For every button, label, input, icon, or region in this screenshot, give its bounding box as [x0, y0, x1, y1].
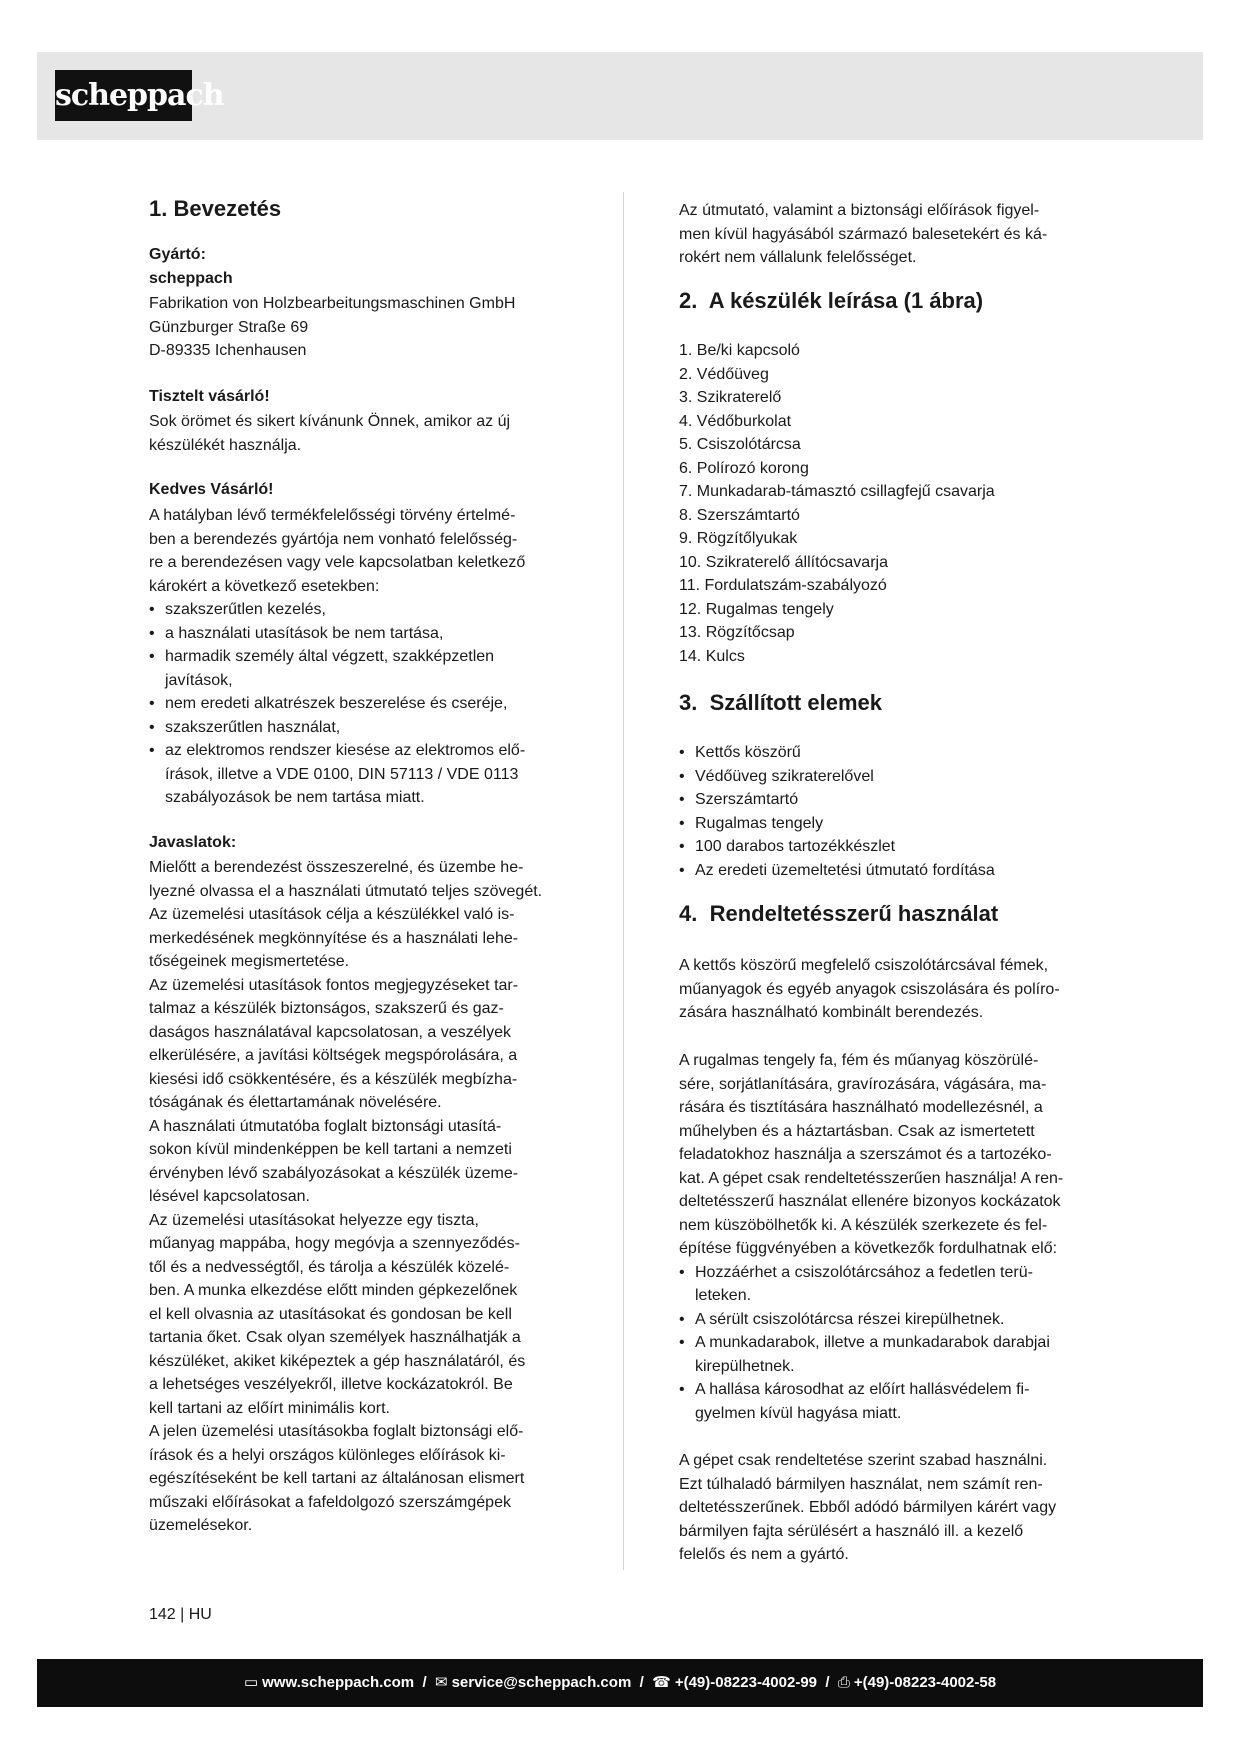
list-item: • az elektromos rendszer kiesése az elektromos elő-: [149, 739, 525, 763]
text-line: tóságának és élettartamának növelésére.: [149, 1094, 442, 1111]
footer-email-text: service@scheppach.com: [451, 1674, 632, 1691]
monitor-icon: ▭: [243, 1674, 259, 1691]
text-line: men kívül hagyásából származó balesetekért és ká-: [679, 225, 1048, 243]
disclaimer-text: [679, 199, 1047, 270]
text-line: tőségeinek megismertetése.: [149, 953, 350, 970]
footer-email[interactable]: [435, 1674, 631, 1691]
list-item-continuation: gyelmen kívül hagyása miatt.: [695, 1404, 902, 1422]
text-line: feladatokhoz használja a szerszámot és a tartozéko-: [679, 1146, 1052, 1163]
address-line: D-89335 Ichenhausen: [149, 342, 307, 359]
list-item: 9. Rögzítőlyukak: [679, 530, 798, 547]
text-line: kiesési idő csökkentésére, és a készülék megbízha-: [149, 1070, 518, 1088]
text-line: től és a nedvességtől, és tárolja a készülék közelé-: [149, 1258, 510, 1276]
recommendations-text: [149, 856, 542, 1538]
list-item: • szakszerűtlen kezelés,: [149, 598, 525, 622]
text-line: kat. A gépet csak rendeltetésszerűen használja! A ren-: [679, 1169, 1064, 1187]
list-item-continuation: szabályozások be nem tartása miatt.: [165, 789, 425, 806]
use-paragraph-2: [679, 1049, 1063, 1425]
footer-phone[interactable]: [652, 1674, 817, 1691]
section-title-text: Rendeltetésszerű használat: [709, 901, 999, 926]
delivered-items-list: [679, 741, 995, 882]
list-item: 14. Kulcs: [679, 647, 745, 665]
phone-icon: ☎: [652, 1674, 671, 1691]
address-line: Fabrikation von Holzbearbeitungsmaschinen GmbH: [149, 295, 516, 312]
list-item: • a használati utasítások be nem tartása,: [149, 622, 525, 646]
text-line: A rugalmas tengely fa, fém és műanyag köszörülé-: [679, 1052, 1039, 1069]
list-item: • Szerszámtartó: [679, 788, 995, 812]
text-line: kell tartani az előírt minimális kort.: [149, 1399, 390, 1417]
section-title-text: A készülék leírása (1 ábra): [708, 288, 984, 313]
footer-web[interactable]: [244, 1674, 414, 1691]
list-item: • szakszerűtlen használat,: [149, 716, 525, 740]
text-line: készüléket, akiket kiképeztek a gép használatáról, és: [149, 1352, 526, 1370]
section-3-heading: [679, 690, 882, 716]
text-line: A gépet csak rendeltetése szerint szabad használni.: [679, 1452, 1048, 1469]
footer-fax-text: +(49)-08223-4002-58: [853, 1674, 997, 1691]
text-line: A jelen üzemelési utasításokba foglalt biztonsági elő-: [149, 1423, 524, 1440]
text-line: bármilyen fajta sérülésért a használó ill. a kezelő: [679, 1522, 1024, 1540]
text-line: nem küszöbölhetők ki. A készülék szerkezete és fel-: [679, 1216, 1048, 1234]
text-line: egészítéseként be kell tartani az általánosan elismert: [149, 1470, 525, 1487]
list-item: • A munkadarabok, illetve a munkadarabok darabjai: [679, 1331, 1063, 1355]
list-item: • Kettős köszörű: [679, 741, 995, 765]
text-line: építése függvényében a következők fordulhatnak elő:: [679, 1240, 1058, 1257]
section-1-heading: [149, 196, 281, 222]
section-number: 1.: [149, 196, 168, 221]
address-line: Günzburger Straße 69: [149, 318, 309, 336]
text-line: írások és a helyi országos különleges előírások ki-: [149, 1446, 506, 1464]
text-line: Sok örömet és sikert kívánunk Önnek, amikor az új: [149, 413, 511, 430]
list-item: 3. Szikraterelő: [679, 389, 782, 406]
text-line: merkedésének megkönnyítése és a használati lehe-: [149, 929, 519, 947]
list-item: 5. Csiszolótárcsa: [679, 436, 801, 453]
list-item: • Az eredeti üzemeltetési útmutató fordítása: [679, 859, 995, 883]
list-item: 1. Be/ki kapcsoló: [679, 342, 800, 359]
text-line: Mielőtt a berendezést összeszerelné, és üzembe he-: [149, 859, 524, 876]
section-4-heading: [679, 901, 998, 927]
text-line: ben. A munka elkezdése előtt minden gépkezelőnek: [149, 1282, 518, 1299]
footer-bar: ▭ www.scheppach.com / ✉ service@scheppach.com / ☎ +(49)-08223-4002-99 / ⎙ +(49)-08223-4002-58: [37, 1659, 1203, 1707]
text-line: műanyag mappába, hogy megóvja a szennyeződés-: [149, 1235, 520, 1252]
manufacturer-label: Gyártó:: [149, 246, 206, 263]
scheppach-logo[interactable]: scheppach: [55, 70, 192, 121]
text-line: károkért a következő esetekben:: [149, 577, 380, 595]
list-item: 6. Polírozó korong: [679, 459, 809, 477]
text-line: érvényben lévő szabályozásokat a készülék üzeme-: [149, 1164, 519, 1182]
liability-text: [149, 504, 525, 810]
greeting-1-title: Tisztelt vásárló!: [149, 388, 270, 405]
text-line: zására használható kombinált berendezés.: [679, 1004, 984, 1021]
section-number: 3.: [679, 690, 698, 715]
list-item: 10. Szikraterelő állítócsavarja: [679, 553, 888, 571]
list-item-continuation: írások, illetve a VDE 0100, DIN 57113 / VDE 0113: [165, 765, 519, 783]
text-line: műhelyben és a háztartásban. Csak az ismertetett: [679, 1122, 1035, 1140]
greeting-1-text: [149, 410, 510, 457]
list-item: • A sérült csiszolótárcsa részei kirepülhetnek.: [679, 1308, 1063, 1332]
text-line: Az üzemelési utasítások fontos megjegyzéseket tar-: [149, 976, 519, 994]
text-line: műszaki előírásokat a fafeldolgozó szerszámgépek: [149, 1493, 511, 1511]
list-item-continuation: leteken.: [695, 1287, 752, 1304]
text-line: felelős és nem a gyártó.: [679, 1546, 849, 1563]
footer-web-text: www.scheppach.com: [262, 1674, 415, 1691]
text-line: A használati útmutatóba foglalt biztonsági utasítá-: [149, 1117, 502, 1135]
text-line: Az útmutató, valamint a biztonsági előírások figyel-: [679, 202, 1040, 219]
column-divider: [623, 192, 624, 1570]
recommendations-title: Javaslatok:: [149, 834, 237, 851]
text-line: a lehetséges veszélyekről, illetve kockázatokról. Be: [149, 1376, 513, 1393]
list-item: 2. Védőüveg: [679, 365, 769, 383]
list-item: 7. Munkadarab-támasztó csillagfejű csavarja: [679, 483, 995, 500]
text-line: Az üzemelési utasítások célja a készülékkel való is-: [149, 906, 515, 923]
section-number: 4.: [679, 901, 698, 926]
list-item: 8. Szerszámtartó: [679, 506, 800, 524]
fax-icon: ⎙: [837, 1674, 850, 1691]
text-line: készülékét használja.: [149, 436, 302, 454]
text-line: Ezt túlhaladó bármilyen használat, nem számít ren-: [679, 1475, 1043, 1493]
text-line: ben a berendezés gyártója nem vonható felelősség-: [149, 530, 518, 548]
use-paragraph-3: [679, 1449, 1056, 1567]
list-item: • harmadik személy által végzett, szakképzetlen: [149, 645, 525, 669]
list-item: 4. Védőburkolat: [679, 412, 792, 430]
list-item: • Rugalmas tengely: [679, 812, 995, 836]
text-line: daságos használatával kapcsolatosan, a veszélyek: [149, 1023, 511, 1041]
text-line: műanyagok és egyéb anyagok csiszolására és políro-: [679, 980, 1060, 998]
text-line: lyezné olvassa el a használati útmutató teljes szövegét.: [149, 882, 543, 900]
text-line: deltetésszerűnek. Ebből adódó bármilyen kárért vagy: [679, 1499, 1057, 1516]
section-2-heading: [679, 288, 983, 314]
section-title-text: Bevezetés: [173, 196, 282, 221]
text-line: Az üzemelési utasításokat helyezze egy tiszta,: [149, 1211, 479, 1229]
text-line: elkerülésére, a javítási költségek megspórolására, a: [149, 1047, 518, 1064]
use-paragraph-1: [679, 954, 1060, 1025]
list-item: • 100 darabos tartozékkészlet: [679, 835, 995, 859]
manufacturer-name: scheppach: [149, 270, 233, 287]
greeting-2-title: Kedves Vásárló!: [149, 481, 274, 498]
text-line: tartania őket. Csak olyan személyek használhatják a: [149, 1329, 521, 1346]
footer-phone-text: +(49)-08223-4002-99: [674, 1674, 817, 1691]
text-line: rokért nem vállalunk felelősséget.: [679, 249, 917, 266]
text-line: A kettős köszörű megfelelő csiszolótárcsával fémek,: [679, 957, 1049, 974]
parts-list: [679, 339, 995, 668]
page-number: 142 | HU: [149, 1606, 212, 1623]
text-line: re a berendezésen vagy vele kapcsolatban keletkező: [149, 554, 526, 571]
list-item: • Hozzáérhet a csiszolótárcsához a fedetlen terü-: [679, 1261, 1063, 1285]
text-line: üzemelésekor.: [149, 1517, 253, 1534]
text-line: lésével kapcsolatosan.: [149, 1188, 310, 1205]
text-line: deltetésszerű használat ellenére bizonyos kockázatok: [679, 1193, 1061, 1210]
section-number: 2.: [679, 288, 698, 313]
list-item: • A hallása károsodhat az előírt hallásvédelem fi-: [679, 1378, 1063, 1402]
text-line: sokon kívül mindenképpen be kell tartani a nemzeti: [149, 1141, 512, 1158]
manufacturer-address: [149, 292, 515, 363]
list-item: 12. Rugalmas tengely: [679, 600, 834, 618]
footer-fax[interactable]: [838, 1674, 996, 1691]
list-item: • nem eredeti alkatrészek beszerelése és cseréje,: [149, 692, 525, 716]
list-item-continuation: kirepülhetnek.: [695, 1357, 795, 1375]
list-item: 11. Fordulatszám-szabályozó: [679, 577, 887, 594]
list-item-continuation: javítások,: [165, 671, 233, 689]
mail-icon: ✉: [434, 1674, 448, 1691]
list-item: 13. Rögzítőcsap: [679, 624, 795, 641]
text-line: talmaz a készülék biztonságos, szakszerű és gaz-: [149, 1000, 504, 1017]
text-line: el kell olvasnia az utasításokat és gondosan be kell: [149, 1305, 512, 1323]
text-line: rására és tisztítására használható modellezésnél, a: [679, 1099, 1043, 1116]
section-title-text: Szállított elemek: [709, 690, 882, 715]
list-item: • Védőüveg szikraterelővel: [679, 765, 995, 789]
text-line: A hatályban lévő termékfelelősségi törvény értelmé-: [149, 507, 516, 524]
text-line: sére, sorjátlanítására, gravírozására, vágására, ma-: [679, 1075, 1047, 1093]
